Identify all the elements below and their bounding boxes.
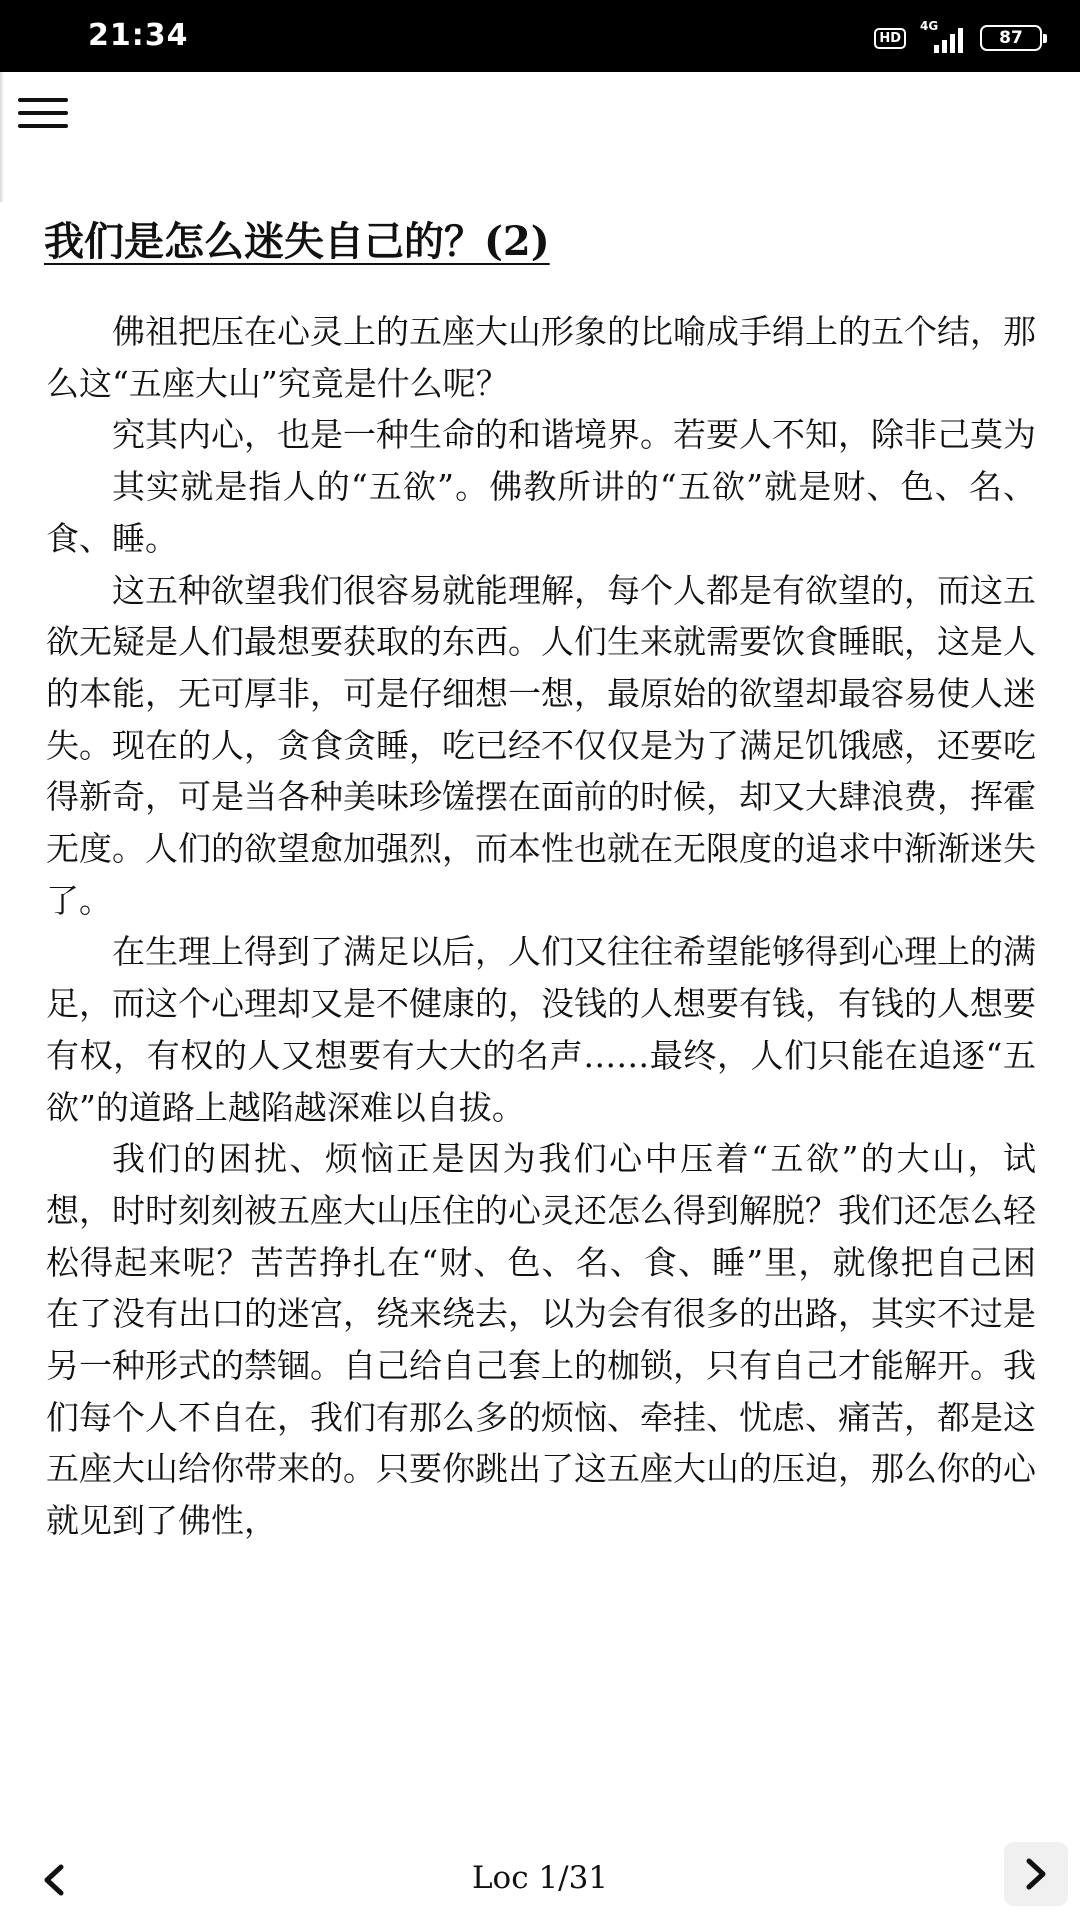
reader-content bbox=[46, 306, 1036, 1547]
drawer-edge bbox=[0, 72, 4, 202]
status-time: 21:34 bbox=[88, 18, 189, 53]
paragraph: 这五种欲望我们很容易就能理解，每个人都是有欲望的，而这五欲无疑是人们最想要获取的东西。人们生来就需要饮食睡眠，这是人的本能，无可厚非，可是仔细想一想，最原始的欲望却最容易使人迷失。现在的人，贪食贪睡，吃已经不仅仅是为了满足饥饿感，还要吃得新奇，可是当各种美味珍馐摆在面前的时候，却又大肆浪费，挥霍无度。人们的欲望愈加强烈，而本性也就在无限度的追求中渐渐迷失了。 bbox=[46, 570, 1036, 920]
status-icons bbox=[874, 20, 1042, 56]
paragraph: 佛祖把压在心灵上的五座大山形象的比喻成手绢上的五个结，那么这“五座大山”究竟是什么呢？ bbox=[46, 312, 1036, 403]
next-page-button[interactable] bbox=[1004, 1842, 1068, 1906]
paragraph: 在生理上得到了满足以后，人们又往往希望能够得到心理上的满足，而这个心理却又是不健康的，没钱的人想要有钱，有钱的人想要有权，有权的人又想要有大大的名声……最终，人们只能在追逐“五欲”的道路上越陷越深难以自拔。 bbox=[46, 932, 1036, 1127]
paragraph: 究其内心，也是一种生命的和谐境界。若要人不知，除非己莫为 bbox=[112, 415, 1036, 455]
status-bar bbox=[0, 0, 1080, 72]
battery-level: 87 bbox=[999, 28, 1023, 48]
menu-button[interactable] bbox=[16, 96, 70, 132]
bottom-nav bbox=[0, 1840, 1080, 1920]
battery-icon bbox=[980, 25, 1042, 51]
chapter-title: 我们是怎么迷失自己的？(2) bbox=[44, 218, 550, 265]
page-location: Loc 1/31 bbox=[471, 1860, 609, 1896]
signal-icon bbox=[920, 19, 966, 53]
paragraph: 我们的困扰、烦恼正是因为我们心中压着“五欲”的大山，试想，时时刻刻被五座大山压住的心灵还怎么得到解脱？我们还怎么轻松得起来呢？苦苦挣扎在“财、色、名、食、睡”里，就像把自己困在了没有出口的迷宫，绕来绕去，以为会有很多的出路，其实不过是另一种形式的禁锢。自己给自己套上的枷锁，只有自己才能解开。我们每个人不自在，我们有那么多的烦恼、牵挂、忧虑、痛苦，都是这五座大山给你带来的。只要你跳出了这五座大山的压迫，那么你的心就见到了佛性， bbox=[46, 1139, 1036, 1541]
network-type-label: 4G bbox=[920, 19, 939, 33]
hd-icon: HD bbox=[874, 28, 906, 49]
chevron-right-icon bbox=[1021, 1857, 1051, 1891]
paragraph: 其实就是指人的“五欲”。佛教所讲的“五欲”就是财、色、名、食、睡。 bbox=[46, 467, 1036, 558]
